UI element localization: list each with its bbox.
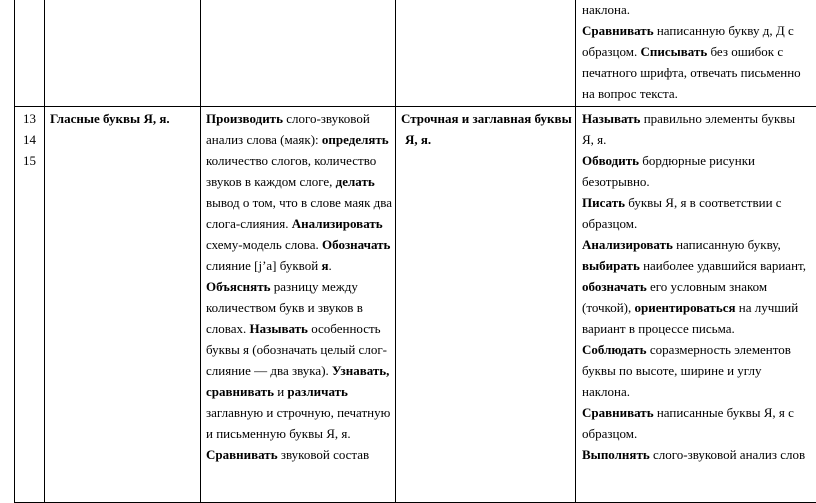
text-line [401,129,573,150]
text-line [401,108,573,129]
bold-verb: определять [321,132,389,147]
bold-verb: Соблюдать [582,342,647,357]
text-line: слияние — два звука). Узнавать, [206,363,390,378]
lesson-number: 15 [23,153,36,168]
bold-verb: обозначать [582,279,647,294]
bold-verb: Называть [582,111,641,126]
bold-verb: Объяснять [206,279,271,294]
text-line: количество слогов, количество [206,153,377,168]
text-line: слияние [j’a] буквой я. [206,258,332,273]
column-divider [200,0,201,502]
bold-verb: сравнивать [206,384,274,399]
text-line: вариант в процессе письма. [582,321,735,336]
text-line: слога-слияния. Анализировать [206,216,383,231]
text-line: образцом. Списывать без ошибок с [582,44,784,59]
text-line: вывод о том, что в слове маяк два [206,195,392,210]
text-line: наклона. [582,2,631,17]
text-line: Производить слого-звуковой [206,111,370,126]
lesson-number: 14 [23,132,36,147]
bold-verb: Анализировать [582,237,673,252]
bold-verb: делать [335,174,375,189]
text-line: Называть правильно элементы буквы [582,111,796,126]
bold-verb: различать [287,384,348,399]
bold-verb: Выполнять [582,447,650,462]
lesson-topic: Гласные буквы Я, я. [50,111,170,126]
text-line: буквы по высоте, ширине и углу [582,363,762,378]
bold-verb: Обводить [582,153,639,168]
column-divider [44,0,45,502]
text-line: звуков в каждом слоге, делать [206,174,375,189]
text-line: Я, я. [582,132,607,147]
lesson-number: 13 [23,111,36,126]
text-line: Анализировать написанную букву, [582,237,781,252]
bold-verb: Производить [206,111,283,126]
text-line: Сравнивать звуковой состав [206,447,370,462]
text-line: словах. Называть особенность [206,321,381,336]
text-line: заглавную и строчную, печатную [206,405,391,420]
bold-verb: я [321,258,329,273]
bold-verb: Писать [582,195,625,210]
bold-verb: Сравнивать [206,447,278,462]
lesson-numbers-cell [15,108,44,171]
text-line: буквы я (обозначать целый слог- [206,342,387,357]
column-divider [395,0,396,502]
text-line: наклона. [582,384,631,399]
text-line: количеством букв и звуков в [206,300,363,315]
text-line: (точкой), ориентироваться на лучший [582,300,799,315]
text-line: на вопрос текста. [582,86,678,101]
text-line: Выполнять слого-звуковой анализ слов [582,447,806,462]
bold-verb: Обозначать [322,237,391,252]
letters-cell [401,108,573,150]
text-line: Сравнивать написанные буквы Я, я с [582,405,794,420]
text-line: Обводить бордюрные рисунки [582,153,756,168]
text-line: схему-модель слова. Обозначать [206,237,391,252]
writing-goals-cell [582,108,816,465]
bold-verb: Анализировать [291,216,383,231]
text-line: выбирать наиболее удавшийся вариант, [582,258,806,273]
text-line: безотрывно. [582,174,650,189]
text-line: печатного шрифта, отвечать письменно [582,65,801,80]
text-line: Сравнивать написанную букву д, Д с [582,23,794,38]
text-line: образцом. [582,216,638,231]
lesson-topic-cell [50,108,198,129]
text-line: образцом. [582,426,638,441]
text-line: сравнивать и различать [206,384,348,399]
bold-verb: Сравнивать [582,23,654,38]
row-divider [15,106,816,107]
curriculum-table [14,0,816,503]
bold-verb: Узнавать, [332,363,390,378]
bold-verb: Строчная и заглавная буквы [401,111,572,126]
bold-verb: Сравнивать [582,405,654,420]
sound-analysis-activities-cell [206,108,394,465]
bold-verb: выбирать [582,258,640,273]
bold-verb: ориентироваться [634,300,736,315]
text-line: Объяснять разницу между [206,279,358,294]
bold-verb: Я, я. [405,132,432,147]
text-line: обозначать его условным знаком [582,279,768,294]
column-divider [575,0,576,502]
text-line: Соблюдать соразмерность элементов [582,342,791,357]
text-line: и письменную буквы Я, я. [206,426,351,441]
top-row-goals-cell [582,0,816,104]
text-line: анализ слова (маяк): определять [206,132,389,147]
bold-verb: Списывать [640,44,708,59]
text-line: Писать буквы Я, я в соответствии с [582,195,782,210]
bold-verb: Называть [249,321,308,336]
